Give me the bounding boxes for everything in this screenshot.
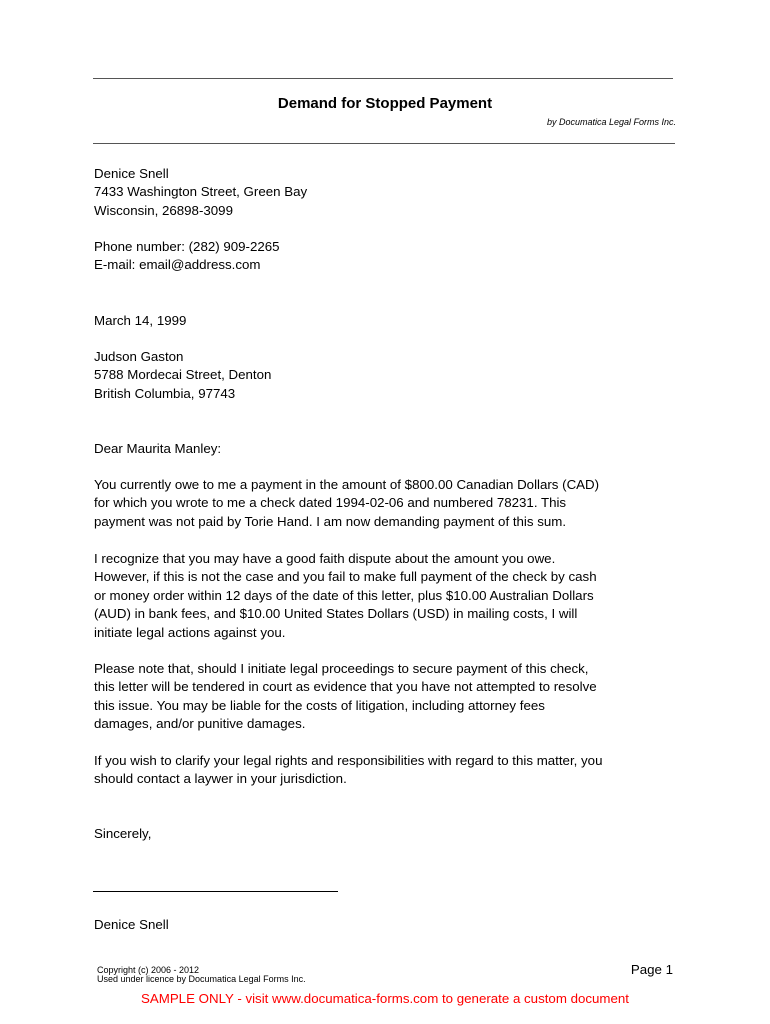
salutation bbox=[94, 440, 684, 458]
paragraph-line: However, if this is not the case and you fail to make full payment of the check by cash bbox=[94, 569, 597, 585]
document-title: Demand for Stopped Payment bbox=[277, 95, 493, 112]
signature-line bbox=[93, 891, 338, 892]
paragraph-line: I recognize that you may have a good faith dispute about the amount you owe. bbox=[94, 551, 556, 566]
paragraph-line: You currently owe to me a payment in the amount of $800.00 Canadian Dollars (CAD) bbox=[94, 477, 600, 492]
sender-contact-block bbox=[94, 238, 684, 275]
sample-notice-link[interactable]: SAMPLE ONLY - visit www.documatica-forms.com to generate a custom document bbox=[141, 991, 629, 1006]
copyright-line-2: Used under licence by Documatica Legal Forms Inc. bbox=[97, 974, 306, 984]
letter-date bbox=[94, 312, 684, 330]
paragraph-line: damages, and/or punitive damages. bbox=[94, 716, 306, 732]
salutation-text: Dear Maurita Manley: bbox=[94, 441, 222, 456]
sender-phone: Phone number: (282) 909-2265 bbox=[94, 239, 280, 254]
paragraph-line: should contact a laywer in your jurisdiction. bbox=[94, 771, 347, 787]
recipient-address-line-1: 5788 Mordecai Street, Denton bbox=[94, 367, 272, 383]
recipient-name: Judson Gaston bbox=[94, 349, 184, 364]
paragraph-1 bbox=[94, 476, 684, 531]
recipient-address-line-2: British Columbia, 97743 bbox=[94, 385, 236, 401]
paragraph-line: (AUD) in bank fees, and $10.00 United States Dollars (USD) in mailing costs, I will bbox=[94, 606, 578, 622]
byline: by Documatica Legal Forms Inc. bbox=[546, 117, 676, 127]
paragraph-line: Please note that, should I initiate legal proceedings to secure payment of this check, bbox=[94, 661, 589, 676]
paragraph-4 bbox=[94, 752, 684, 789]
paragraph-3 bbox=[94, 660, 684, 734]
paragraph-line: payment was not paid by Torie Hand. I am now demanding payment of this sum. bbox=[94, 513, 567, 529]
copyright-line-1: Copyright (c) 2006 - 2012 bbox=[97, 965, 200, 975]
sender-block bbox=[94, 165, 684, 220]
page-number: Page 1 bbox=[630, 962, 673, 977]
letter-date-text: March 14, 1999 bbox=[94, 313, 187, 328]
paragraph-line: this issue. You may be liable for the costs of litigation, including attorney fees bbox=[94, 697, 545, 713]
paragraph-line: for which you wrote to me a check dated 1994-02-06 and numbered 78231. This bbox=[94, 495, 567, 511]
recipient-block bbox=[94, 348, 684, 403]
paragraph-line: initiate legal actions against you. bbox=[94, 624, 286, 640]
header-top-rule bbox=[93, 78, 673, 79]
copyright-notice bbox=[97, 966, 306, 984]
sender-name: Denice Snell bbox=[94, 166, 169, 181]
sender-email: E-mail: email@address.com bbox=[94, 257, 261, 273]
closing bbox=[94, 825, 684, 843]
paragraph-line: or money order within 12 days of the date of this letter, plus $10.00 Australian Dollars bbox=[94, 587, 594, 603]
signature-name: Denice Snell bbox=[94, 917, 169, 932]
sender-address-line-2: Wisconsin, 26898-3099 bbox=[94, 202, 233, 218]
signature-name-block bbox=[94, 916, 684, 934]
paragraph-line: If you wish to clarify your legal rights and responsibilities with regard to this matter, you bbox=[94, 753, 603, 768]
sender-address-line-1: 7433 Washington Street, Green Bay bbox=[94, 184, 308, 200]
header-bottom-rule bbox=[93, 143, 675, 144]
paragraph-2 bbox=[94, 550, 684, 642]
closing-text: Sincerely, bbox=[94, 826, 152, 841]
paragraph-line: this letter will be tendered in court as evidence that you have not attempted to resolve bbox=[94, 679, 597, 695]
